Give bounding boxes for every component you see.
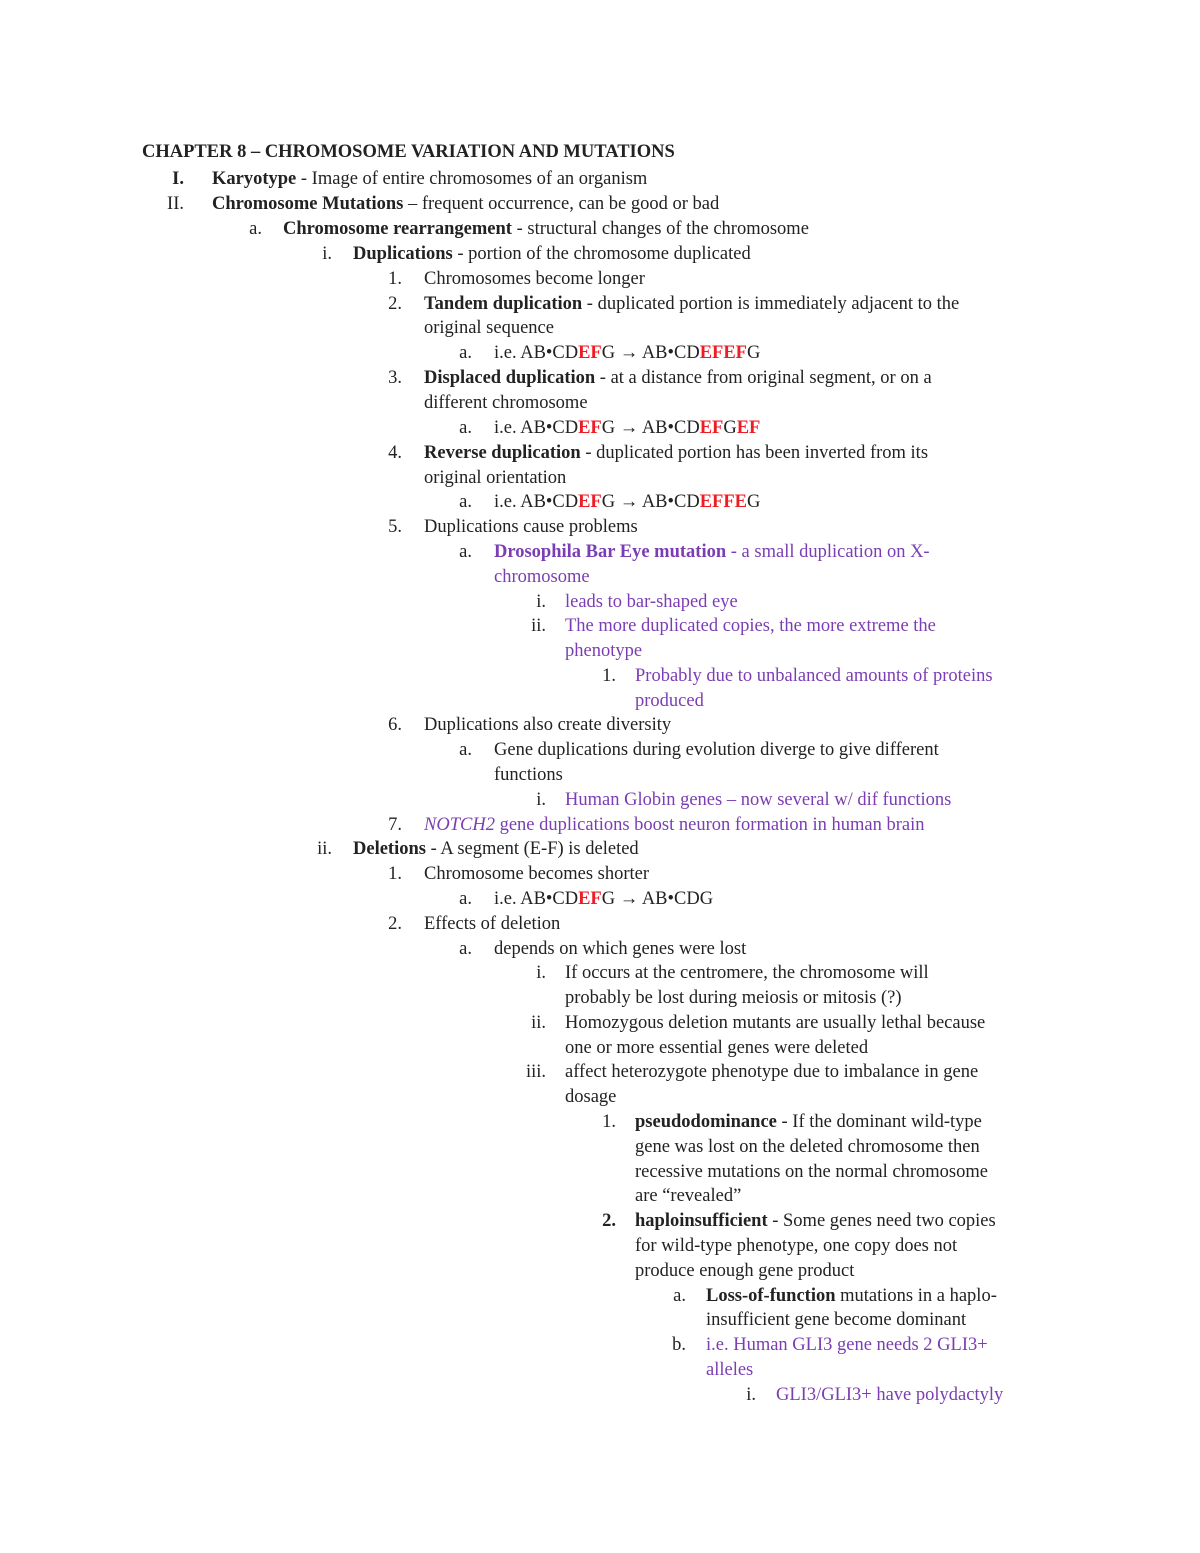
list-item-continuation: functions xyxy=(494,765,563,785)
list-item-tandem-duplication: Tandem duplication - duplicated portion is immediately adjacent to the xyxy=(424,294,960,314)
list-item-continuation: phenotype xyxy=(565,641,643,661)
list-item-notch2: NOTCH2 gene duplications boost neuron formation in human brain xyxy=(424,815,925,835)
list-marker: 1. xyxy=(602,1112,616,1132)
list-item: Duplications cause problems xyxy=(424,517,638,537)
list-marker: II. xyxy=(167,194,184,214)
list-marker: a. xyxy=(459,418,472,438)
list-item-continuation: dosage xyxy=(565,1087,617,1107)
list-marker: 7. xyxy=(388,815,402,835)
list-marker: 3. xyxy=(388,368,402,388)
list-item: Chromosome becomes shorter xyxy=(424,864,650,884)
list-marker: 1. xyxy=(388,269,402,289)
list-item: Human Globin genes – now several w/ dif functions xyxy=(565,790,952,810)
list-item: GLI3/GLI3+ have polydactyly xyxy=(776,1385,1004,1405)
list-marker: a. xyxy=(459,889,472,909)
list-marker: iii. xyxy=(525,1062,546,1082)
list-marker: 2. xyxy=(388,914,402,934)
list-marker: 2. xyxy=(388,294,402,314)
list-item-karyotype: Karyotype - Image of entire chromosomes of an organism xyxy=(212,169,648,189)
list-item: Homozygous deletion mutants are usually lethal because xyxy=(565,1013,986,1033)
page-title: CHAPTER 8 – CHROMOSOME VARIATION AND MUTATIONS xyxy=(142,142,675,162)
list-item: If occurs at the centromere, the chromosome will xyxy=(565,963,929,983)
list-item-chromosome-mutations: Chromosome Mutations – frequent occurrence, can be good or bad xyxy=(212,194,720,214)
list-marker: a. xyxy=(459,492,472,512)
list-item-continuation: insufficient gene become dominant xyxy=(706,1310,967,1330)
list-item-continuation: original sequence xyxy=(424,318,554,338)
list-item-continuation: different chromosome xyxy=(424,393,588,413)
list-marker: 1. xyxy=(602,666,616,686)
list-marker: a. xyxy=(459,740,472,760)
list-marker: a. xyxy=(459,939,472,959)
example-tandem: i.e. AB•CDEFG → AB•CDEFEFG xyxy=(494,343,761,363)
list-item: depends on which genes were lost xyxy=(494,939,747,959)
example-displaced: i.e. AB•CDEFG → AB•CDEFGEF xyxy=(494,418,761,438)
list-item-duplications: Duplications - portion of the chromosome duplicated xyxy=(353,244,751,264)
example-deletion: i.e. AB•CDEFG → AB•CDG xyxy=(494,889,714,909)
list-item-continuation: gene was lost on the deleted chromosome then xyxy=(635,1137,980,1157)
list-item-haploinsufficient: haploinsufficient - Some genes need two copies xyxy=(635,1211,996,1231)
list-marker: I. xyxy=(172,169,184,189)
list-item-continuation: one or more essential genes were deleted xyxy=(565,1038,869,1058)
list-item: Probably due to unbalanced amounts of proteins xyxy=(635,666,993,686)
list-item-continuation: alleles xyxy=(706,1360,754,1380)
list-marker: 6. xyxy=(388,715,402,735)
example-reverse: i.e. AB•CDEFG → AB•CDEFFEG xyxy=(494,492,761,512)
list-marker: i. xyxy=(322,244,332,264)
list-marker: ii. xyxy=(531,616,546,636)
list-item-continuation: produced xyxy=(635,691,704,711)
list-item-deletions: Deletions - A segment (E-F) is deleted xyxy=(353,839,639,859)
list-item-reverse-duplication: Reverse duplication - duplicated portion has been inverted from its xyxy=(424,443,929,463)
list-item-bar-eye: Drosophila Bar Eye mutation - a small duplication on X- xyxy=(494,542,930,562)
list-marker: 1. xyxy=(388,864,402,884)
list-marker: ii. xyxy=(531,1013,546,1033)
list-item: Effects of deletion xyxy=(424,914,561,934)
list-item: i.e. Human GLI3 gene needs 2 GLI3+ xyxy=(706,1335,988,1355)
list-item-displaced-duplication: Displaced duplication - at a distance from original segment, or on a xyxy=(424,368,932,388)
list-item-rearrangement: Chromosome rearrangement - structural changes of the chromosome xyxy=(283,219,809,239)
list-marker: 2. xyxy=(602,1211,616,1231)
list-item: The more duplicated copies, the more extreme the xyxy=(565,616,936,636)
list-item: Duplications also create diversity xyxy=(424,715,672,735)
list-item: Gene duplications during evolution diverge to give different xyxy=(494,740,939,760)
list-marker: i. xyxy=(536,790,546,810)
list-item: affect heterozygote phenotype due to imbalance in gene xyxy=(565,1062,979,1082)
list-item-continuation: recessive mutations on the normal chromosome xyxy=(635,1162,988,1182)
list-marker: a. xyxy=(249,219,262,239)
list-item-continuation: for wild-type phenotype, one copy does not xyxy=(635,1236,958,1256)
list-marker: b. xyxy=(672,1335,686,1355)
list-item-continuation: produce enough gene product xyxy=(635,1261,855,1281)
list-marker: a. xyxy=(459,542,472,562)
list-marker: 4. xyxy=(388,443,402,463)
list-item: Chromosomes become longer xyxy=(424,269,645,289)
list-marker: i. xyxy=(536,592,546,612)
list-marker: ii. xyxy=(317,839,332,859)
list-item: leads to bar-shaped eye xyxy=(565,592,738,612)
list-marker: 5. xyxy=(388,517,402,537)
list-item-continuation: are “revealed” xyxy=(635,1186,742,1206)
list-item-continuation: chromosome xyxy=(494,567,590,587)
list-item-pseudodominance: pseudodominance - If the dominant wild-type xyxy=(635,1112,982,1132)
list-marker: i. xyxy=(536,963,546,983)
list-item-loss-of-function: Loss-of-function mutations in a haplo- xyxy=(706,1286,997,1306)
list-marker: a. xyxy=(673,1286,686,1306)
list-item-continuation: original orientation xyxy=(424,468,567,488)
list-marker: i. xyxy=(746,1385,756,1405)
list-item-continuation: probably be lost during meiosis or mitosis (?) xyxy=(565,988,902,1008)
list-marker: a. xyxy=(459,343,472,363)
